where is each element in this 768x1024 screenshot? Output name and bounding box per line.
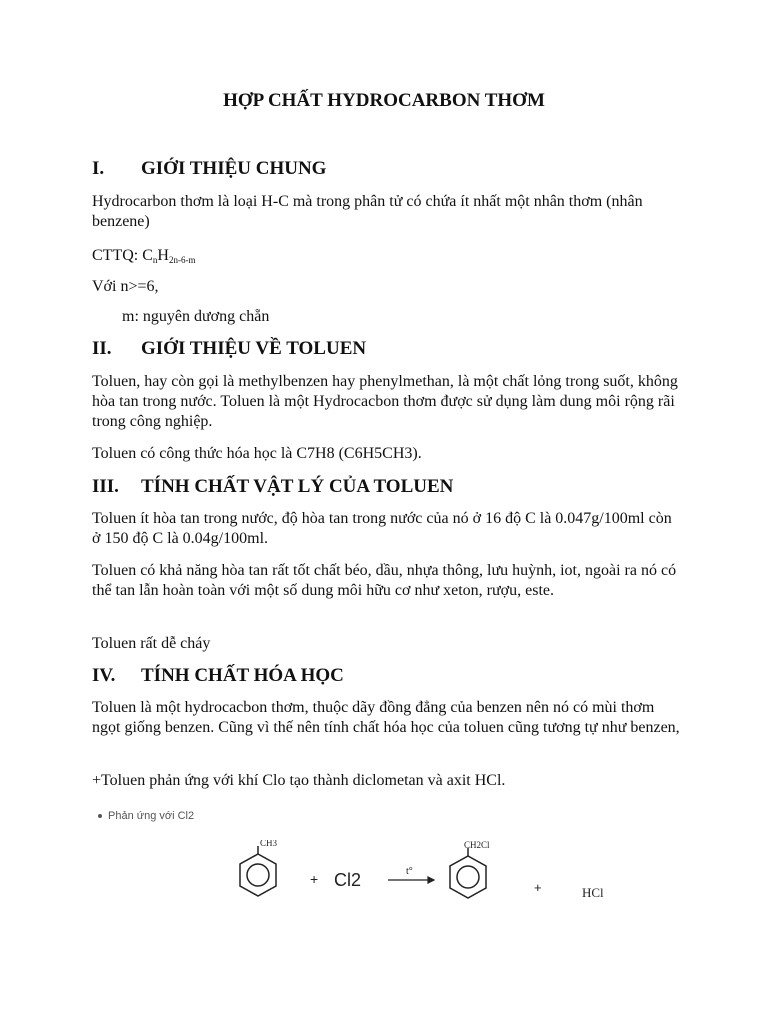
benzene-ring-icon <box>450 848 486 898</box>
section-number: II. <box>92 338 112 359</box>
paragraph: +Toluen phản ứng với khí Clo tạo thành diclometan và axit HCl. <box>92 772 506 789</box>
paragraph: Toluen là một hydrocacbon thơm, thuộc dãy đồng đẳng của benzen nên nó có mùi thơm ngọt giống benzen. Cũng vì thế nên tính chất hóa học của toluen cũng tương tự như benzen, <box>92 699 680 736</box>
reactant-substituent: CH3 <box>260 840 278 848</box>
paragraph: Toluen ít hòa tan trong nước, độ hòa tan trong nước của nó ở 16 độ C là 0.047g/100ml còn ở 150 độ C là 0.04g/100ml. <box>92 510 672 547</box>
reaction-caption: Phản ứng với Cl2 <box>98 810 194 822</box>
section-title: TÍNH CHẤT VẬT LÝ CỦA TOLUEN <box>141 476 454 497</box>
plus-sign: + <box>310 871 319 887</box>
section-title: TÍNH CHẤT HÓA HỌC <box>141 665 344 686</box>
byproduct-label: HCl <box>582 885 604 900</box>
document-title: HỢP CHẤT HYDROCARBON THƠM <box>223 90 545 111</box>
reaction-arrow-icon <box>388 877 434 883</box>
section-heading-2 <box>92 338 692 362</box>
section-number: III. <box>92 476 119 497</box>
section-heading-1 <box>92 158 692 182</box>
reaction-condition: t° <box>406 866 413 877</box>
plus-sign: + <box>534 880 542 895</box>
bullet-icon <box>98 814 102 818</box>
section-number: I. <box>92 158 105 179</box>
paragraph: Hydrocarbon thơm là loại H-C mà trong phân tử có chứa ít nhất một nhân thơm (nhân benzene) <box>92 193 643 230</box>
paragraph: Toluen, hay còn gọi là methylbenzen hay phenylmethan, là một chất lỏng trong suốt, không hòa tan trong nước. Toluen là một Hydrocacbon thơm được sử dụng làm dung môi rộng rãi trong công nghiệp. <box>92 373 678 430</box>
paragraph: Toluen có khả năng hòa tan rất tốt chất béo, dầu, nhựa thông, lưu huỳnh, iot, ngoài ra nó có thể tan lẫn hoàn toàn với một số dung môi hữu cơ như xeton, rượu, este. <box>92 562 677 599</box>
section-title: GIỚI THIỆU VỀ TOLUEN <box>141 338 367 359</box>
benzene-ring-icon <box>240 846 276 896</box>
paragraph: m: nguyên dương chẵn <box>122 308 270 325</box>
section-number: IV. <box>92 665 116 686</box>
section-heading-4 <box>92 665 692 689</box>
product-substituent: CH2Cl <box>464 840 490 850</box>
paragraph: Toluen rất dễ cháy <box>92 635 211 652</box>
section-heading-3 <box>92 476 692 500</box>
paragraph: Với n>=6, <box>92 278 159 295</box>
reaction-diagram <box>220 840 640 920</box>
reagent-label: Cl2 <box>334 870 362 890</box>
general-formula: CTTQ: CnH2n-6-m <box>92 247 196 265</box>
paragraph: Toluen có công thức hóa học là C7H8 (C6H5CH3). <box>92 445 422 462</box>
section-title: GIỚI THIỆU CHUNG <box>141 158 327 179</box>
